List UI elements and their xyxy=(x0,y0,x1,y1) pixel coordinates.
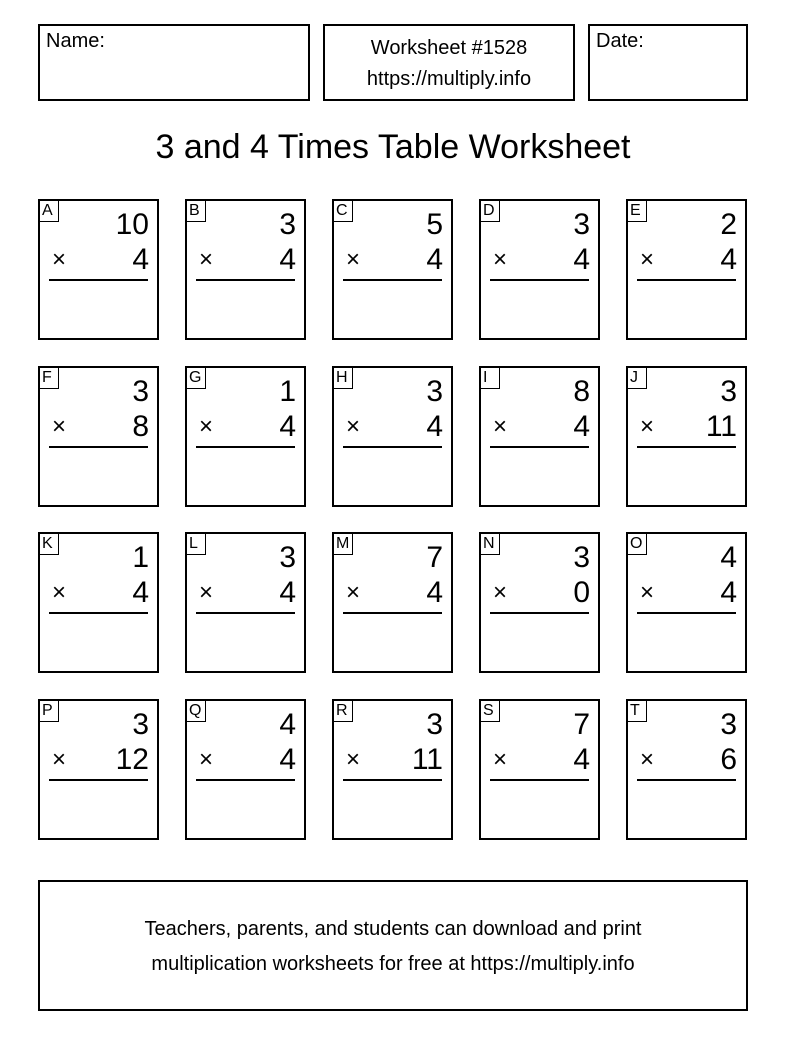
problem-label: M xyxy=(333,533,353,555)
times-sign: × xyxy=(640,246,655,273)
problem-label: L xyxy=(186,533,206,555)
problem-card[interactable] xyxy=(479,366,600,507)
answer-rule xyxy=(637,612,736,614)
footer-box xyxy=(38,880,748,1011)
times-sign: × xyxy=(493,579,508,606)
multiplier: 4 xyxy=(132,576,149,609)
problem-label: E xyxy=(627,200,647,222)
answer-rule xyxy=(490,279,589,281)
name-label: Name: xyxy=(46,30,105,52)
problem-label: H xyxy=(333,367,353,389)
times-sign: × xyxy=(52,746,67,773)
answer-rule xyxy=(637,779,736,781)
multiplicand: 5 xyxy=(426,208,443,241)
answer-rule xyxy=(196,779,295,781)
multiplier: 4 xyxy=(279,576,296,609)
problem-label: K xyxy=(39,533,59,555)
date-label: Date: xyxy=(596,30,644,52)
multiplicand: 1 xyxy=(279,375,296,408)
multiplier: 4 xyxy=(426,576,443,609)
times-sign: × xyxy=(493,413,508,440)
answer-rule xyxy=(637,279,736,281)
multiplicand: 4 xyxy=(279,708,296,741)
times-sign: × xyxy=(346,413,361,440)
multiplicand: 1 xyxy=(132,541,149,574)
problem-label: I xyxy=(480,367,500,389)
multiplicand: 3 xyxy=(279,208,296,241)
multiplicand: 3 xyxy=(573,541,590,574)
multiplicand: 3 xyxy=(426,708,443,741)
multiplier: 4 xyxy=(132,243,149,276)
multiplier: 4 xyxy=(573,243,590,276)
footer-line-2: multiplication worksheets for free at https://multiply.info xyxy=(151,953,635,975)
multiplier: 4 xyxy=(573,743,590,776)
problem-label: G xyxy=(186,367,206,389)
answer-rule xyxy=(490,779,589,781)
times-sign: × xyxy=(493,246,508,273)
problem-card[interactable] xyxy=(332,366,453,507)
problem-card[interactable] xyxy=(38,532,159,673)
answer-rule xyxy=(49,279,148,281)
problem-card[interactable] xyxy=(479,699,600,840)
multiplier: 4 xyxy=(573,410,590,443)
problem-card[interactable] xyxy=(479,199,600,340)
multiplier: 4 xyxy=(279,743,296,776)
multiplicand: 3 xyxy=(426,375,443,408)
multiplicand: 4 xyxy=(720,541,737,574)
times-sign: × xyxy=(199,579,214,606)
multiplier: 4 xyxy=(426,410,443,443)
answer-rule xyxy=(49,612,148,614)
answer-rule xyxy=(343,612,442,614)
problem-card[interactable] xyxy=(38,199,159,340)
answer-rule xyxy=(490,612,589,614)
problem-label: R xyxy=(333,700,353,722)
problem-label: N xyxy=(480,533,500,555)
multiplier: 4 xyxy=(720,576,737,609)
answer-rule xyxy=(343,779,442,781)
times-sign: × xyxy=(640,579,655,606)
multiplicand: 8 xyxy=(573,375,590,408)
problem-label: B xyxy=(186,200,206,222)
multiplier: 4 xyxy=(279,243,296,276)
problem-label: Q xyxy=(186,700,206,722)
problem-label: A xyxy=(39,200,59,222)
multiplicand: 3 xyxy=(573,208,590,241)
problem-card[interactable] xyxy=(185,366,306,507)
problem-label: P xyxy=(39,700,59,722)
problem-card[interactable] xyxy=(332,532,453,673)
multiplicand: 3 xyxy=(132,708,149,741)
problem-label: D xyxy=(480,200,500,222)
problem-card[interactable] xyxy=(332,199,453,340)
problem-card[interactable] xyxy=(479,532,600,673)
multiplicand: 7 xyxy=(426,541,443,574)
problem-card[interactable] xyxy=(185,532,306,673)
multiplier: 4 xyxy=(720,243,737,276)
multiplicand: 3 xyxy=(132,375,149,408)
multiplicand: 3 xyxy=(720,375,737,408)
multiplier: 6 xyxy=(720,743,737,776)
worksheet-url: https://multiply.info xyxy=(366,68,532,90)
worksheet-title: 3 and 4 Times Table Worksheet xyxy=(155,128,631,166)
times-sign: × xyxy=(640,746,655,773)
times-sign: × xyxy=(199,246,214,273)
problem-card[interactable] xyxy=(185,199,306,340)
multiplier: 8 xyxy=(132,410,149,443)
answer-rule xyxy=(343,446,442,448)
times-sign: × xyxy=(52,413,67,440)
problem-label: F xyxy=(39,367,59,389)
multiplicand: 7 xyxy=(573,708,590,741)
multiplicand: 2 xyxy=(720,208,737,241)
problem-label: S xyxy=(480,700,500,722)
answer-rule xyxy=(196,279,295,281)
multiplicand: 3 xyxy=(279,541,296,574)
times-sign: × xyxy=(52,246,67,273)
answer-rule xyxy=(196,612,295,614)
problem-label: T xyxy=(627,700,647,722)
multiplier: 11 xyxy=(705,410,737,443)
answer-rule xyxy=(196,446,295,448)
problem-label: C xyxy=(333,200,353,222)
problem-card[interactable] xyxy=(626,366,747,507)
answer-rule xyxy=(637,446,736,448)
multiplier: 0 xyxy=(573,576,590,609)
times-sign: × xyxy=(346,579,361,606)
worksheet-id: Worksheet #1528 xyxy=(370,37,528,59)
problem-card[interactable] xyxy=(38,366,159,507)
footer-line-1: Teachers, parents, and students can download and print xyxy=(144,918,642,940)
answer-rule xyxy=(343,279,442,281)
problem-card[interactable] xyxy=(185,699,306,840)
multiplier: 4 xyxy=(426,243,443,276)
problem-card[interactable] xyxy=(38,699,159,840)
problem-card[interactable] xyxy=(626,199,747,340)
problem-label: O xyxy=(627,533,647,555)
times-sign: × xyxy=(199,746,214,773)
times-sign: × xyxy=(493,746,508,773)
times-sign: × xyxy=(640,413,655,440)
answer-rule xyxy=(49,446,148,448)
problem-card[interactable] xyxy=(332,699,453,840)
times-sign: × xyxy=(52,579,67,606)
problem-label: J xyxy=(627,367,647,389)
multiplier: 4 xyxy=(279,410,296,443)
problem-card[interactable] xyxy=(626,532,747,673)
times-sign: × xyxy=(199,413,214,440)
times-sign: × xyxy=(346,746,361,773)
multiplier: 12 xyxy=(115,743,149,776)
answer-rule xyxy=(490,446,589,448)
times-sign: × xyxy=(346,246,361,273)
multiplicand: 10 xyxy=(115,208,149,241)
answer-rule xyxy=(49,779,148,781)
problem-card[interactable] xyxy=(626,699,747,840)
multiplicand: 3 xyxy=(720,708,737,741)
multiplier: 11 xyxy=(411,743,443,776)
